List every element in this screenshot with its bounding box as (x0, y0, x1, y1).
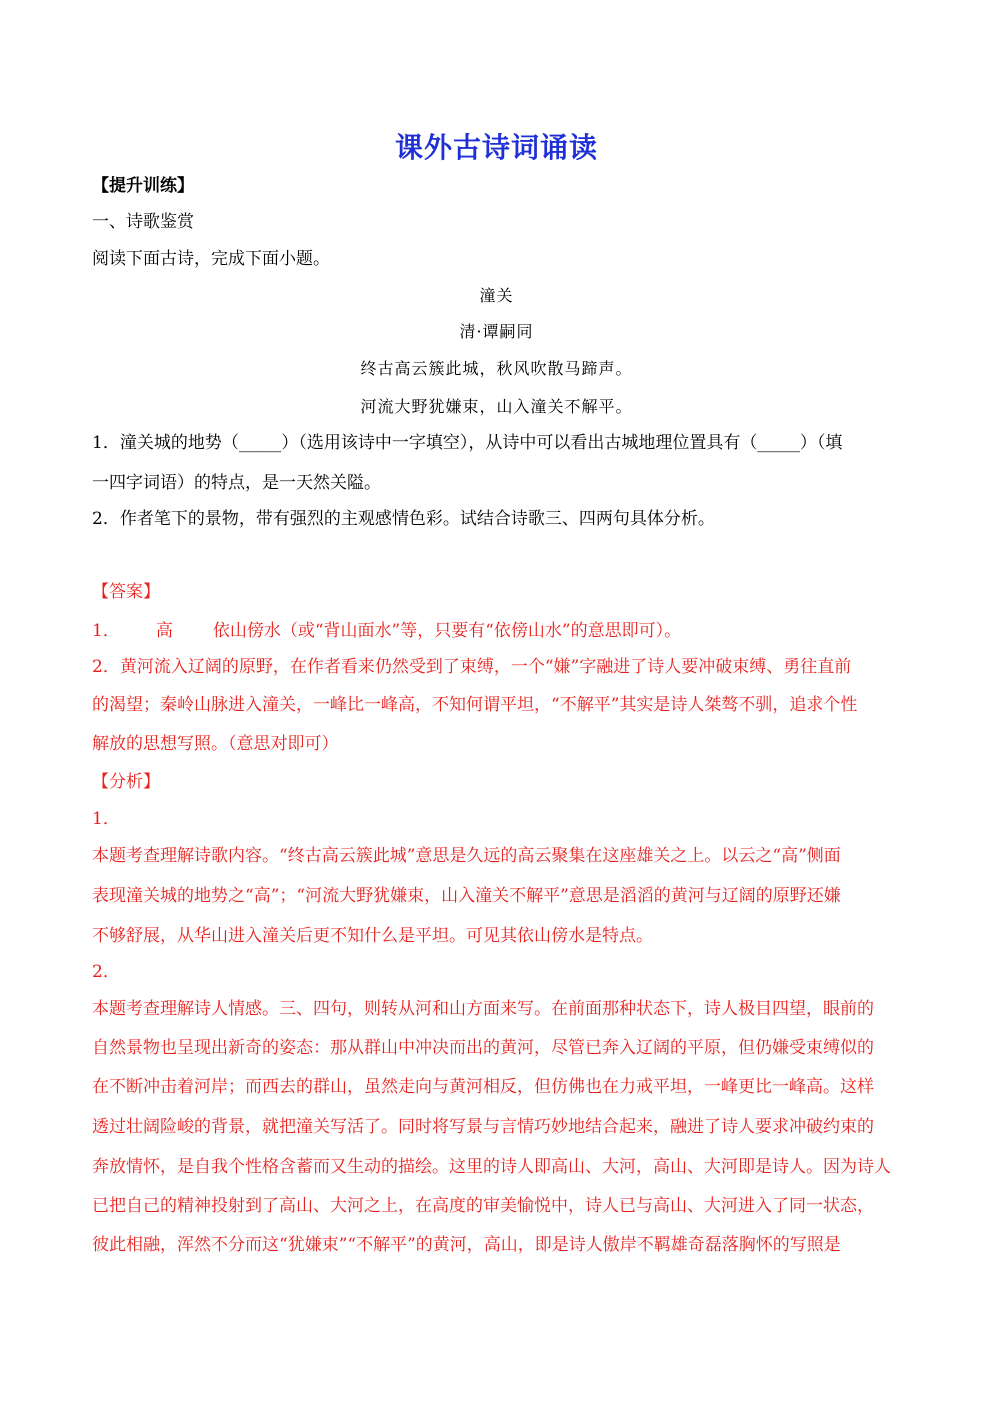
poem-title: 潼关 (479, 286, 514, 305)
analysis-2-line-2: 自然景物也呈现出新奇的姿态：那从群山中冲决而出的黄河，尽管已奔入辽阔的平原，但仍嫌受束缚似的 (92, 1038, 874, 1058)
analysis-2-line-1: 本题考查理解诗人情感。三、四句，则转从河和山方面来写。在前面那种状态下，诗人极目四望，眼前的 (92, 999, 874, 1019)
page-title: 课外古诗词诵读 (394, 131, 598, 164)
instruction-text: 阅读下面古诗，完成下面小题。 (92, 249, 330, 269)
analysis-2-line-3: 在不断冲击着河岸；而西去的群山，虽然走向与黄河相反，但仿佛也在力戒平坦，一峰更比一峰高。这样 (92, 1077, 874, 1097)
question-1-line-2: 一四字词语）的特点，是一天然关隘。 (92, 473, 381, 493)
analysis-2-number: 2． (92, 962, 120, 982)
analysis-2-line-7: 彼此相融，浑然不分而这“犹嫌束”“不解平”的黄河，高山，即是诗人傲岸不羁雄奇磊落胸怀的写照是 (92, 1235, 841, 1255)
analysis-2-line-6: 已把自己的精神投射到了高山、大河之上，在高度的审美愉悦中，诗人已与高山、大河进入了同一状态， (92, 1196, 874, 1216)
answer-1-word: 高 (155, 621, 173, 641)
analysis-label: 【分析】 (92, 772, 160, 792)
part1-heading: 一、诗歌鉴赏 (92, 212, 194, 232)
poem-line-2: 河流大野犹嫌束，山入潼关不解平。 (360, 397, 633, 416)
answer-2-line-1: 2．黄河流入辽阔的原野，在作者看来仍然受到了束缚，一个“嫌”字融进了诗人要冲破束缚、勇往直前 (92, 657, 852, 677)
answer-1 (92, 619, 902, 643)
analysis-1-number: 1． (92, 809, 120, 829)
analysis-2-line-5: 奔放情怀，是自我个性格含蓄而又生动的描绘。这里的诗人即高山、大河，高山、大河即是诗人。因为诗人 (92, 1157, 891, 1177)
question-2: 2．作者笔下的景物，带有强烈的主观感情色彩。试结合诗歌三、四两句具体分析。 (92, 509, 715, 529)
poem-author: 清·谭嗣同 (459, 322, 534, 341)
section-label: 【提升训练】 (92, 176, 194, 196)
answer-1-rest: 依山傍水（或“背山面水”等，只要有“依傍山水”的意思即可）。 (212, 621, 682, 641)
answer-2-line-3: 解放的思想写照。（意思对即可） (92, 734, 339, 754)
analysis-2-line-4: 透过壮阔险峻的背景，就把潼关写活了。同时将写景与言情巧妙地结合起来，融进了诗人要求冲破约束的 (92, 1117, 874, 1137)
question-1-line-1: 1．潼关城的地势（_____）（选用该诗中一字填空），从诗中可以看出古城地理位置具有（_____）（填 (92, 433, 843, 453)
poem-line-1: 终古高云簇此城，秋风吹散马蹄声。 (360, 359, 633, 378)
answer-label: 【答案】 (92, 582, 160, 602)
analysis-1-line-1: 本题考查理解诗歌内容。“终古高云簇此城”意思是久远的高云聚集在这座雄关之上。以云之“高”侧面 (92, 846, 841, 866)
analysis-1-line-2: 表现潼关城的地势之“高”；“河流大野犹嫌束，山入潼关不解平”意思是滔滔的黄河与辽阔的原野还嫌 (92, 886, 841, 906)
answer-2-line-2: 的渴望；秦岭山脉进入潼关，一峰比一峰高，不知何谓平坦，“不解平”其实是诗人桀骜不驯，追求个性 (92, 695, 858, 715)
answer-1-number: 1． (92, 621, 120, 641)
analysis-1-line-3: 不够舒展，从华山进入潼关后更不知什么是平坦。可见其依山傍水是特点。 (92, 926, 653, 946)
